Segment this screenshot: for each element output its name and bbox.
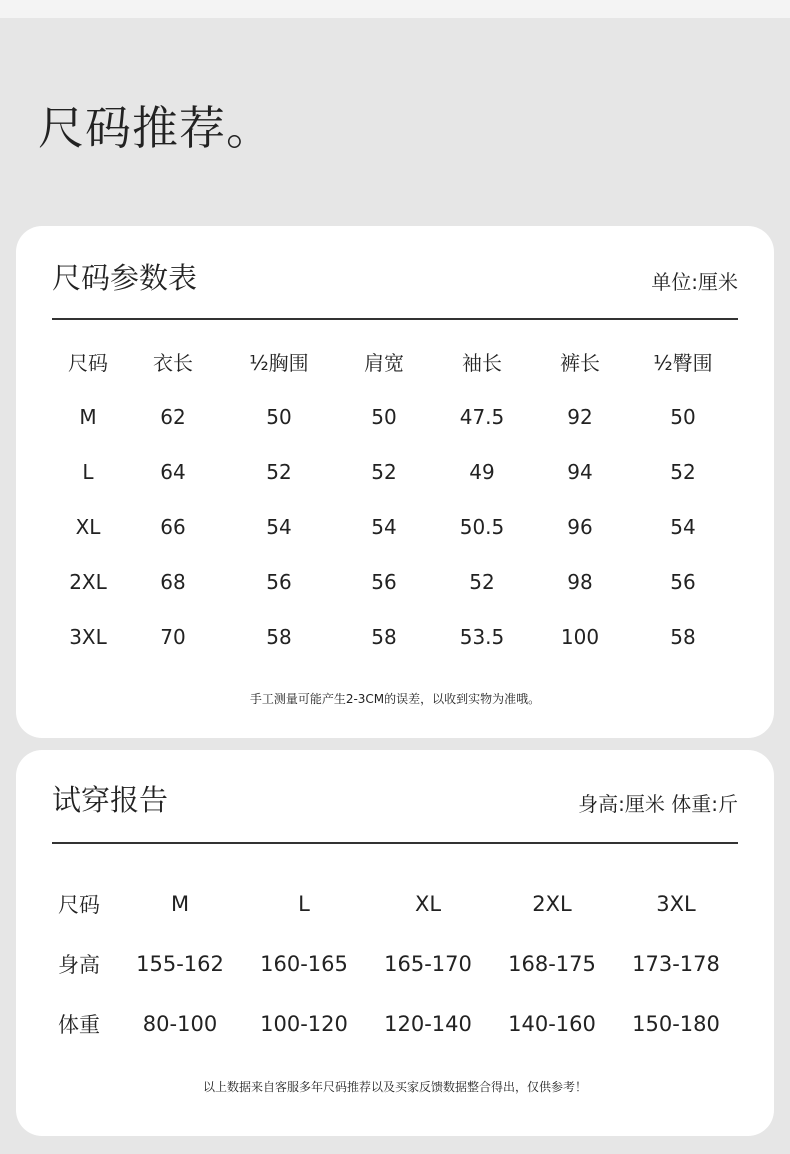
table-cell: 54 <box>670 514 696 539</box>
fit-report-header-row <box>52 874 738 934</box>
fit-report-note: 以上数据来自客服多年尺码推荐以及买家反馈数据整合得出，仅供参考！ <box>202 1080 587 1094</box>
table-row <box>52 609 738 664</box>
table-cell: 62 <box>160 404 186 429</box>
header-cell: L <box>298 892 310 916</box>
table-cell: 56 <box>670 569 696 594</box>
fit-report-table <box>52 874 738 1054</box>
table-row <box>52 554 738 609</box>
table-cell: 70 <box>160 624 186 649</box>
table-cell: L <box>82 459 94 484</box>
size-chart-title: 尺码参数表 <box>52 261 198 295</box>
table-cell: 150-180 <box>632 1012 720 1036</box>
table-row <box>52 389 738 444</box>
table-cell: 54 <box>266 514 292 539</box>
header-cell: ½胸围 <box>249 351 309 375</box>
table-cell: 52 <box>469 569 495 594</box>
table-cell: 100-120 <box>260 1012 348 1036</box>
table-cell: 52 <box>371 459 397 484</box>
table-cell: 92 <box>567 404 593 429</box>
page-title: 尺码推荐。 <box>38 101 273 155</box>
table-cell: 140-160 <box>508 1012 596 1036</box>
table-cell: 2XL <box>69 569 107 594</box>
table-cell: 49 <box>469 459 495 484</box>
size-chart-unit: 单位:厘米 <box>651 270 738 294</box>
table-row <box>52 499 738 554</box>
header-cell: 尺码 <box>68 351 108 375</box>
table-cell: 47.5 <box>459 404 505 429</box>
fit-report-title: 试穿报告 <box>52 783 169 817</box>
table-cell: 52 <box>670 459 696 484</box>
header-cell: M <box>170 892 190 916</box>
table-row <box>52 994 738 1054</box>
size-chart-table <box>52 334 738 664</box>
table-cell: 3XL <box>69 624 107 649</box>
table-cell: 58 <box>670 624 696 649</box>
table-cell: 50.5 <box>459 514 505 539</box>
table-cell: 64 <box>160 459 186 484</box>
table-cell: 58 <box>371 624 397 649</box>
header-cell: 3XL <box>656 892 696 916</box>
table-cell: XL <box>75 514 101 539</box>
header-cell: XL <box>414 892 442 916</box>
size-chart-card <box>16 226 774 738</box>
header-cell: ½臀围 <box>653 351 713 375</box>
row-label: 身高 <box>58 953 100 977</box>
table-cell: 54 <box>371 514 397 539</box>
header-cell: 衣长 <box>153 351 193 375</box>
table-cell: 50 <box>371 404 397 429</box>
header-cell: 2XL <box>532 892 572 916</box>
header-cell: 尺码 <box>58 893 100 917</box>
fit-report-header <box>52 750 738 844</box>
table-cell: 66 <box>160 514 186 539</box>
table-cell: 155-162 <box>136 952 224 976</box>
table-cell: 98 <box>567 569 593 594</box>
table-cell: 50 <box>670 404 696 429</box>
size-chart-header-row <box>52 334 738 389</box>
fit-report-card <box>16 750 774 1136</box>
table-cell: 173-178 <box>632 952 720 976</box>
table-cell: 58 <box>266 624 292 649</box>
table-row <box>52 444 738 499</box>
row-label: 体重 <box>58 1013 100 1037</box>
table-cell: 50 <box>266 404 292 429</box>
top-strip <box>0 0 790 18</box>
table-cell: 165-170 <box>384 952 472 976</box>
table-cell: 96 <box>567 514 593 539</box>
fit-report-unit: 身高:厘米 体重:斤 <box>578 792 738 816</box>
header-cell: 肩宽 <box>364 351 404 375</box>
table-cell: 52 <box>266 459 292 484</box>
table-cell: 94 <box>567 459 593 484</box>
table-cell: 53.5 <box>459 624 505 649</box>
header-cell: 裤长 <box>560 351 600 375</box>
table-cell: 80-100 <box>142 1012 218 1036</box>
table-cell: 100 <box>560 624 600 649</box>
size-chart-header <box>52 226 738 320</box>
table-cell: M <box>79 404 97 429</box>
table-cell: 56 <box>371 569 397 594</box>
header-cell: 袖长 <box>462 351 502 375</box>
table-cell: 168-175 <box>508 952 596 976</box>
table-cell: 56 <box>266 569 292 594</box>
table-cell: 68 <box>160 569 186 594</box>
table-cell: 120-140 <box>384 1012 472 1036</box>
size-chart-note: 手工测量可能产生2-3CM的误差，以收到实物为准哦。 <box>249 692 541 706</box>
table-cell: 160-165 <box>260 952 348 976</box>
table-row <box>52 934 738 994</box>
